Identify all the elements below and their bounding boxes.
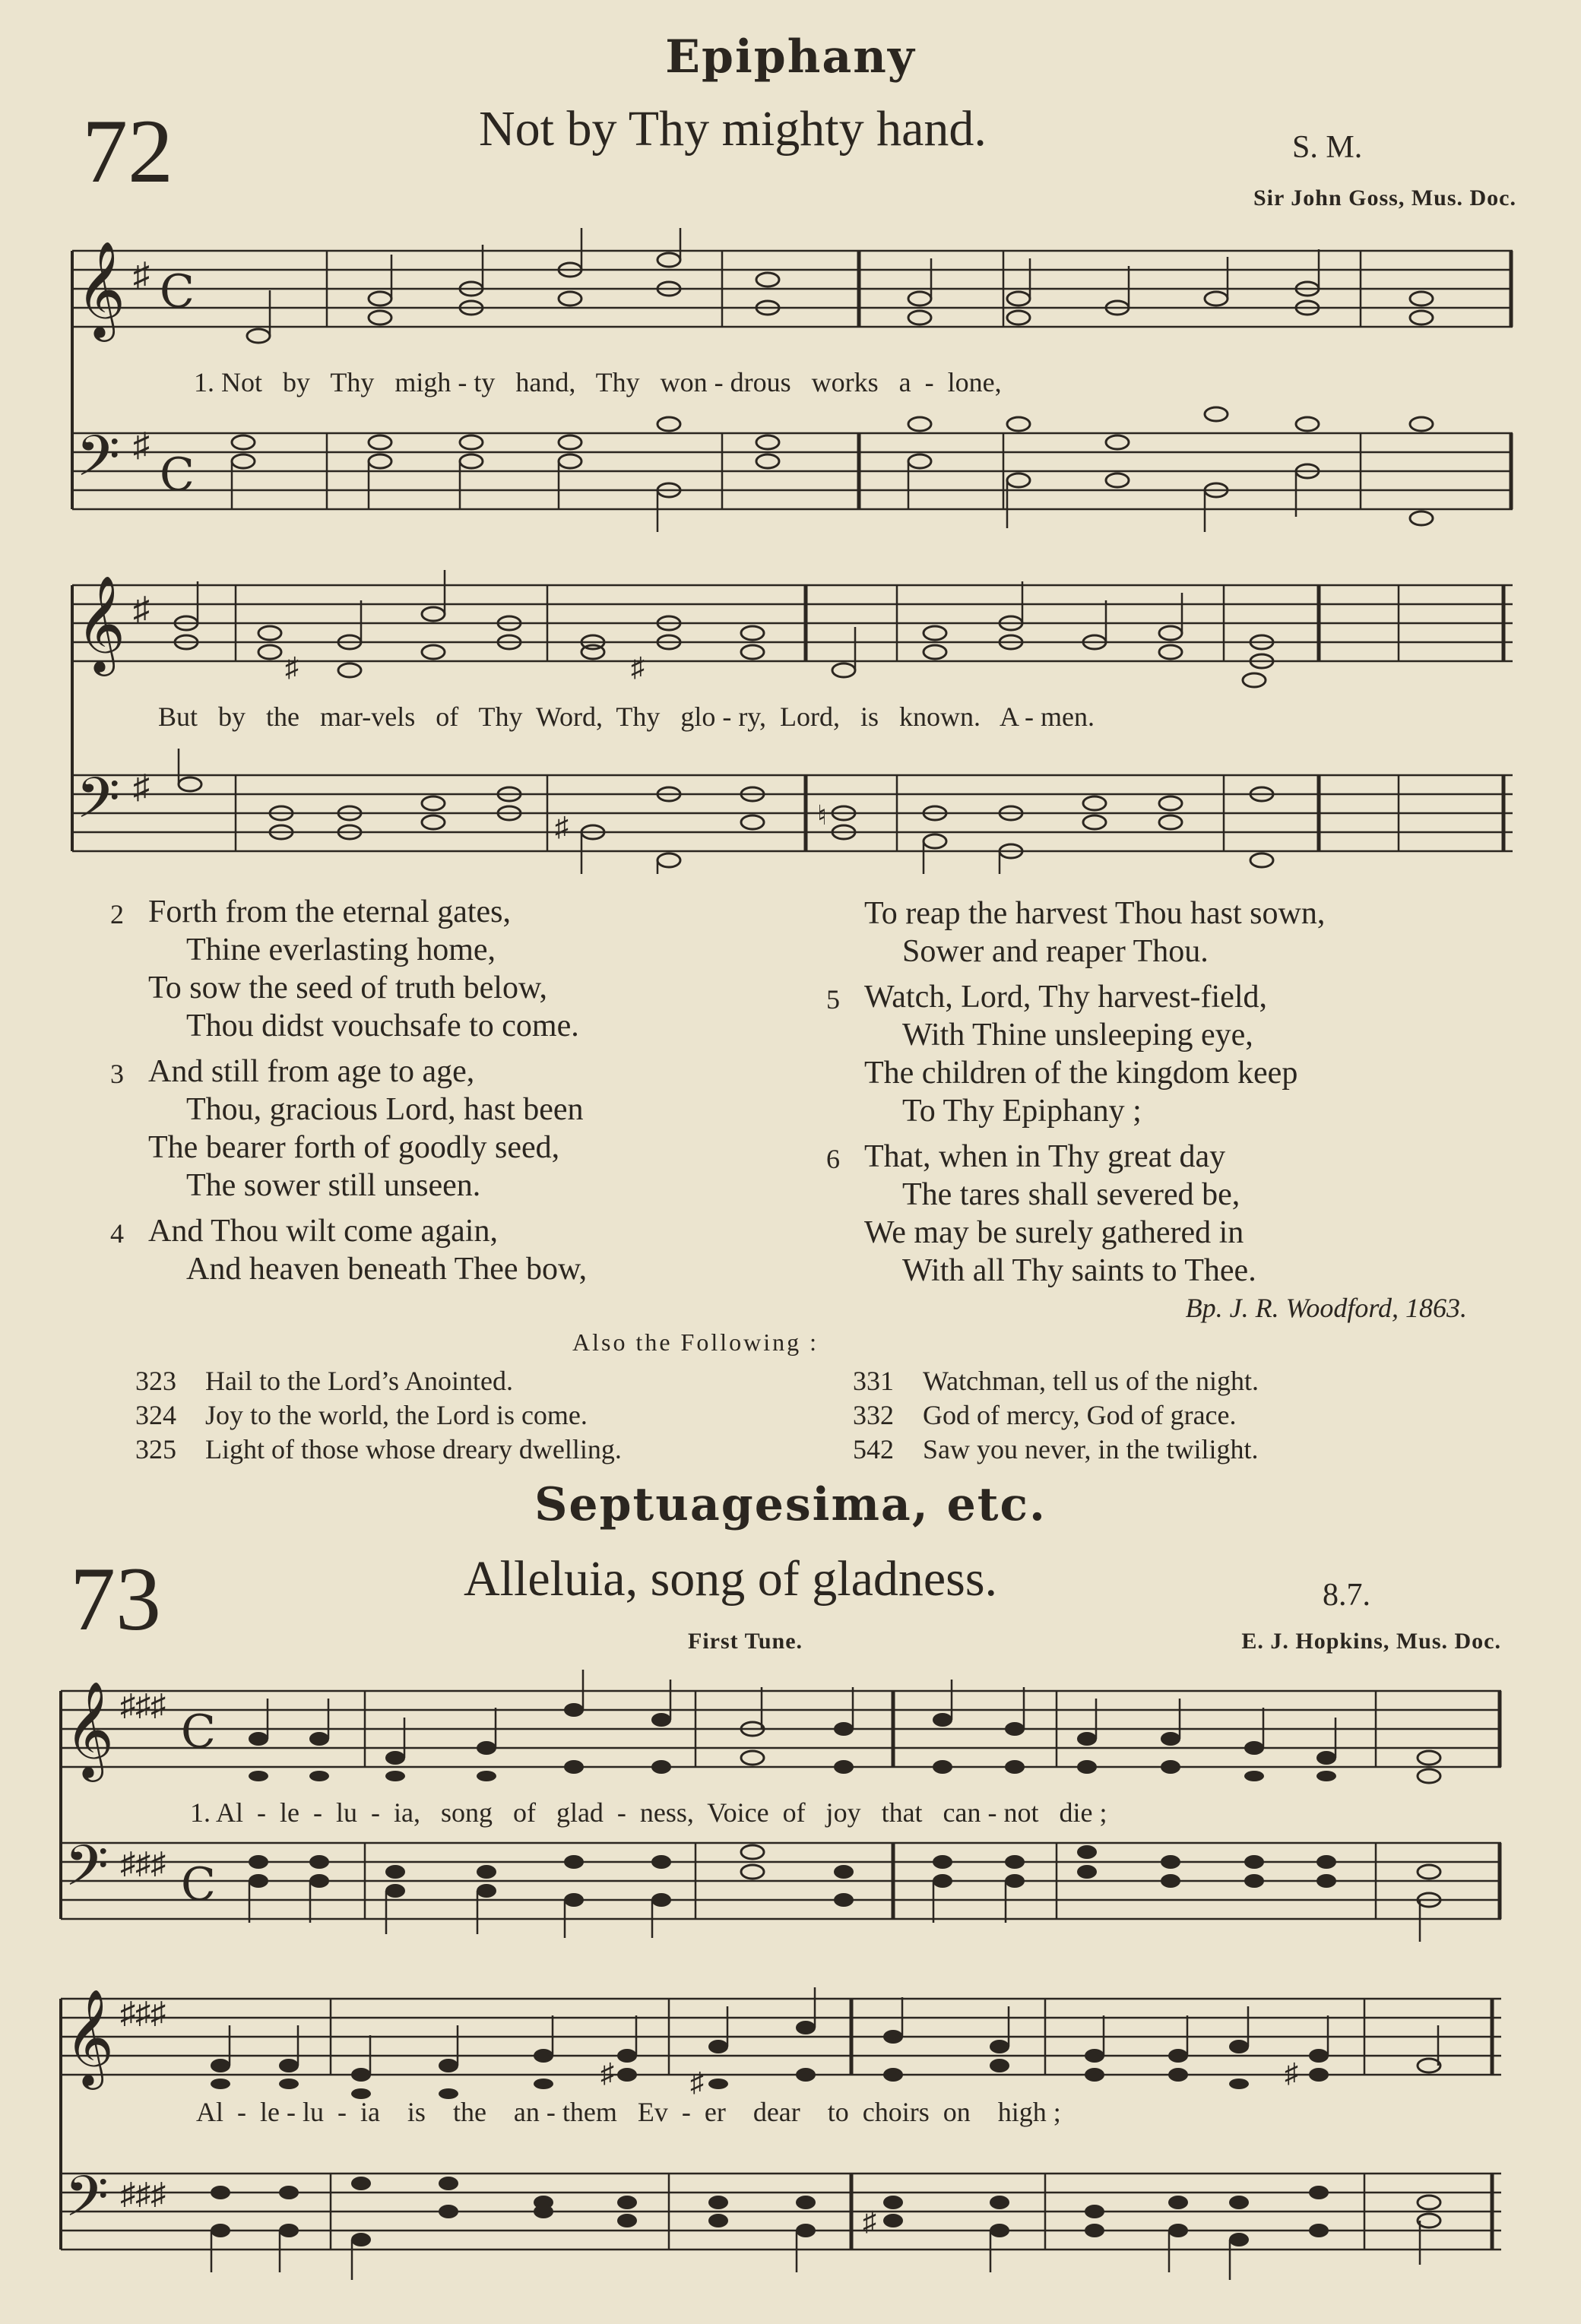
svg-text:♯♯♯: ♯♯♯ <box>120 1846 166 1880</box>
svg-text:𝄞: 𝄞 <box>65 1680 115 1778</box>
svg-text:♯: ♯ <box>1285 2058 1298 2088</box>
svg-text:C: C <box>160 448 195 502</box>
svg-text:C: C <box>181 1858 216 1911</box>
attribution: Bp. J. R. Woodford, 1863. <box>1185 1293 1467 1323</box>
verse-number: 2 <box>110 899 124 929</box>
verse-line: The bearer forth of goodly seed, <box>148 1130 560 1165</box>
hymn-meter: 8.7. <box>1323 1578 1370 1613</box>
also-item-title: Saw you never, in the twilight. <box>923 1434 1259 1464</box>
verse-line: Forth from the eternal gates, <box>148 894 512 929</box>
also-item-title: Hail to the Lord’s Anointed. <box>205 1366 513 1396</box>
lyrics-72-line2: But by the mar-vels of Thy Word, Thy glo - ry, Lord, is known. A - men. <box>158 701 1095 732</box>
verse-number: 3 <box>110 1059 124 1089</box>
svg-text:♯: ♯ <box>631 652 645 682</box>
also-item-number: 325 <box>135 1434 176 1464</box>
verse-line: Thou, gracious Lord, hast been <box>186 1092 584 1127</box>
svg-text:♯: ♯ <box>133 590 150 628</box>
tune-label: First Tune. <box>688 1629 803 1654</box>
verse-line: With all Thy saints to Thee. <box>902 1253 1256 1288</box>
composer-credit: Sir John Goss, Mus. Doc. <box>1253 185 1516 211</box>
lyrics-73-line1: 1. Al - le - lu - ia, song of glad - ness, Voice of joy that can - not die ; <box>190 1797 1107 1828</box>
lyrics-73-line2: Al - le - lu - ia is the an - them Ev - er dear to choirs on high ; <box>196 2097 1061 2127</box>
verse-line: And heaven beneath Thee bow, <box>186 1252 588 1287</box>
svg-text:𝄞: 𝄞 <box>65 1988 115 2085</box>
section-title-epiphany: Epiphany <box>665 30 916 84</box>
verse-line: The sower still unseen. <box>186 1168 481 1203</box>
hymn-title: Not by Thy mighty hand. <box>479 101 987 157</box>
svg-text:♯: ♯ <box>285 652 299 682</box>
verse-line: Thine everlasting home, <box>186 932 496 967</box>
svg-text:♯♯♯: ♯♯♯ <box>120 1688 166 1722</box>
also-item-number: 332 <box>853 1400 894 1430</box>
verse-line: With Thine unsleeping eye, <box>902 1018 1253 1053</box>
svg-text:𝄢: 𝄢 <box>76 423 120 503</box>
svg-text:♯: ♯ <box>555 812 569 842</box>
also-item-title: God of mercy, God of grace. <box>923 1400 1237 1430</box>
svg-text:𝄢: 𝄢 <box>76 765 120 845</box>
verse-line: To Thy Epiphany ; <box>902 1094 1142 1129</box>
verse-number: 6 <box>826 1144 840 1174</box>
verse-line: Watch, Lord, Thy harvest-field, <box>864 980 1268 1015</box>
verse-line: The children of the kingdom keep <box>864 1056 1298 1091</box>
svg-text:𝄞: 𝄞 <box>76 240 126 337</box>
also-item-title: Joy to the world, the Lord is come. <box>205 1400 588 1430</box>
verse-line: To sow the seed of truth below, <box>148 970 548 1005</box>
also-following-heading: Also the Following : <box>572 1328 819 1356</box>
also-item-number: 542 <box>853 1434 894 1464</box>
also-item-number: 324 <box>135 1400 176 1430</box>
svg-text:♯: ♯ <box>133 256 150 293</box>
svg-text:C: C <box>160 265 195 318</box>
verse-number: 4 <box>110 1218 124 1249</box>
also-item-number: 323 <box>135 1366 176 1396</box>
hymn-title: Alleluia, song of gladness. <box>464 1551 998 1607</box>
verse-line: That, when in Thy great day <box>864 1139 1226 1174</box>
verse-line: To reap the harvest Thou hast sown, <box>864 896 1326 931</box>
verse-line: The tares shall severed be, <box>902 1177 1240 1212</box>
also-item-title: Light of those whose dreary dwelling. <box>205 1434 622 1464</box>
also-item-number: 331 <box>853 1366 894 1396</box>
verse-line: Thou didst vouchsafe to come. <box>186 1008 579 1043</box>
svg-text:♯: ♯ <box>600 2058 614 2088</box>
svg-text:♮: ♮ <box>817 800 827 831</box>
svg-text:♯: ♯ <box>133 426 150 464</box>
hymn-meter: S. M. <box>1292 130 1363 165</box>
verse-line: We may be surely gathered in <box>864 1215 1244 1250</box>
svg-text:♯: ♯ <box>690 2067 704 2098</box>
svg-text:♯: ♯ <box>863 2206 876 2237</box>
svg-text:C: C <box>181 1705 216 1759</box>
verse-line: Sower and reaper Thou. <box>902 934 1209 969</box>
svg-text:𝄢: 𝄢 <box>65 2164 109 2243</box>
svg-text:♯♯♯: ♯♯♯ <box>120 2177 166 2211</box>
also-item-title: Watchman, tell us of the night. <box>923 1366 1259 1396</box>
verse-number: 5 <box>826 984 840 1015</box>
music-system-73-2 <box>0 1968 1581 2288</box>
section-title-septuagesima: Septuagesima, etc. <box>534 1478 1047 1531</box>
svg-text:♯♯♯: ♯♯♯ <box>120 1996 166 2030</box>
hymn-number: 73 <box>70 1548 161 1649</box>
verse-line: And still from age to age, <box>148 1054 475 1089</box>
composer-credit: E. J. Hopkins, Mus. Doc. <box>1241 1629 1501 1654</box>
svg-text:𝄢: 𝄢 <box>65 1833 109 1913</box>
svg-text:𝄞: 𝄞 <box>76 575 126 672</box>
svg-text:♯: ♯ <box>133 768 150 806</box>
lyrics-72-line1: 1. Not by Thy migh - ty hand, Thy won - drous works a - lone, <box>194 367 1002 397</box>
verse-line: And Thou wilt come again, <box>148 1214 498 1249</box>
hymn-number: 72 <box>82 100 173 201</box>
